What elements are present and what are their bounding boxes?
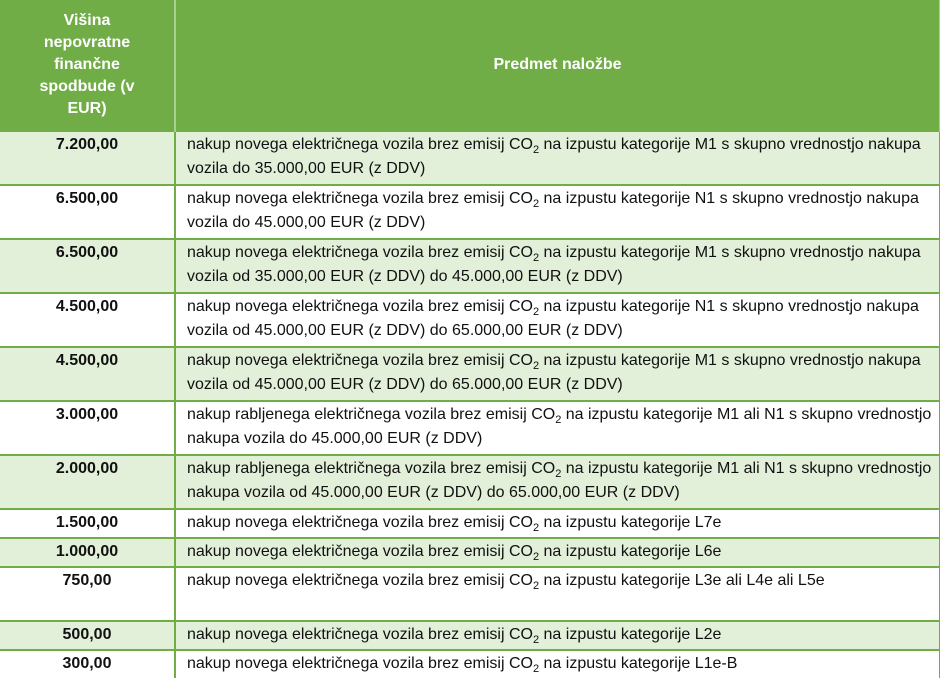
subject-text-start: nakup rabljenega električnega vozila brez emisij CO: [187, 460, 556, 477]
investment-subject: [175, 509, 940, 538]
subject-text-end: na izpustu kategorije L1e-B: [539, 655, 738, 672]
subject-text-start: nakup novega električnega vozila brez emisij CO: [187, 543, 533, 560]
header-amount: Višina nepovratne finančne spodbude (v EUR): [0, 0, 175, 131]
investment-subject: [175, 293, 940, 347]
subsidy-amount: 300,00: [0, 650, 175, 678]
subscript: 2: [532, 198, 540, 211]
table-row: [0, 293, 940, 347]
subject-text-end: na izpustu kategorije N1 s skupno vrednostjo nakupa vozila od 45.000,00 EUR (z DDV) do 65.000,00 EUR (z DDV): [187, 298, 919, 339]
investment-subject: [175, 567, 940, 621]
table-row: [0, 455, 940, 509]
table-row: [0, 347, 940, 401]
investment-subject: [175, 239, 940, 293]
subsidy-amount: 2.000,00: [0, 455, 175, 509]
subject-text-end: na izpustu kategorije L6e: [539, 543, 722, 560]
subject-text-start: nakup novega električnega vozila brez emisij CO: [187, 298, 533, 315]
subject-text-end: na izpustu kategorije M1 s skupno vrednostjo nakupa vozila do 35.000,00 EUR (z DDV): [187, 136, 921, 177]
table-row: [0, 509, 940, 538]
subsidy-amount: 4.500,00: [0, 347, 175, 401]
table-row: [0, 567, 940, 621]
subscript: 2: [532, 252, 540, 265]
subsidy-amount: 3.000,00: [0, 401, 175, 455]
subject-text-end: na izpustu kategorije L2e: [539, 626, 722, 643]
subsidy-amount: 6.500,00: [0, 239, 175, 293]
subsidy-amount: 4.500,00: [0, 293, 175, 347]
investment-subject: [175, 401, 940, 455]
subject-text-start: nakup novega električnega vozila brez emisij CO: [187, 655, 533, 672]
subscript: 2: [532, 663, 540, 676]
subject-text-start: nakup novega električnega vozila brez emisij CO: [187, 352, 533, 369]
subject-text-end: na izpustu kategorije L3e ali L4e ali L5e: [539, 572, 825, 589]
subject-text-start: nakup rabljenega električnega vozila brez emisij CO: [187, 406, 556, 423]
subject-text-start: nakup novega električnega vozila brez emisij CO: [187, 626, 533, 643]
subscript: 2: [532, 580, 540, 593]
table-row: [0, 538, 940, 567]
subject-text-start: nakup novega električnega vozila brez emisij CO: [187, 572, 533, 589]
subsidy-amount: 7.200,00: [0, 131, 175, 185]
investment-subject: [175, 538, 940, 567]
subject-text-end: na izpustu kategorije N1 s skupno vrednostjo nakupa vozila do 45.000,00 EUR (z DDV): [187, 190, 919, 231]
table-row: [0, 185, 940, 239]
investment-subject: [175, 131, 940, 185]
table-row: [0, 650, 940, 678]
table-row: [0, 401, 940, 455]
subsidy-amount: 750,00: [0, 567, 175, 621]
subscript: 2: [532, 634, 540, 647]
subscript: 2: [532, 144, 540, 157]
subsidy-amount: 1.000,00: [0, 538, 175, 567]
subject-text-start: nakup novega električnega vozila brez emisij CO: [187, 244, 533, 261]
subject-text-start: nakup novega električnega vozila brez emisij CO: [187, 190, 533, 207]
subject-text-end: na izpustu kategorije L7e: [539, 514, 722, 531]
header-subject: Predmet naložbe: [175, 0, 940, 131]
header-row: [0, 0, 940, 131]
investment-subject: [175, 621, 940, 650]
subsidy-amount: 6.500,00: [0, 185, 175, 239]
subject-text-start: nakup novega električnega vozila brez emisij CO: [187, 514, 533, 531]
investment-subject: [175, 455, 940, 509]
investment-subject: [175, 185, 940, 239]
table-row: [0, 239, 940, 293]
subscript: 2: [532, 306, 540, 319]
subscript: 2: [555, 468, 562, 481]
subscript: 2: [532, 360, 540, 373]
subject-text-end: na izpustu kategorije M1 s skupno vrednostjo nakupa vozila od 35.000,00 EUR (z DDV) do 45.000,00 EUR (z DDV): [187, 244, 921, 285]
subscript: 2: [532, 522, 540, 535]
table-row: [0, 621, 940, 650]
subject-text-end: na izpustu kategorije M1 ali N1 s skupno vrednostjo nakupa vozila od 45.000,00 EUR (z DDV) do 65.000,00 EUR (z DDV): [187, 460, 932, 501]
table-row: [0, 131, 940, 185]
investment-subject: [175, 347, 940, 401]
subsidy-amount: 500,00: [0, 621, 175, 650]
investment-subject: [175, 650, 940, 678]
subject-text-end: na izpustu kategorije M1 ali N1 s skupno vrednostjo nakupa vozila do 45.000,00 EUR (z DDV): [187, 406, 932, 447]
subscript: 2: [532, 551, 540, 564]
subject-text-end: na izpustu kategorije M1 s skupno vrednostjo nakupa vozila od 45.000,00 EUR (z DDV) do 65.000,00 EUR (z DDV): [187, 352, 921, 393]
subsidy-amount: 1.500,00: [0, 509, 175, 538]
subscript: 2: [555, 414, 562, 427]
subject-text-start: nakup novega električnega vozila brez emisij CO: [187, 136, 533, 153]
